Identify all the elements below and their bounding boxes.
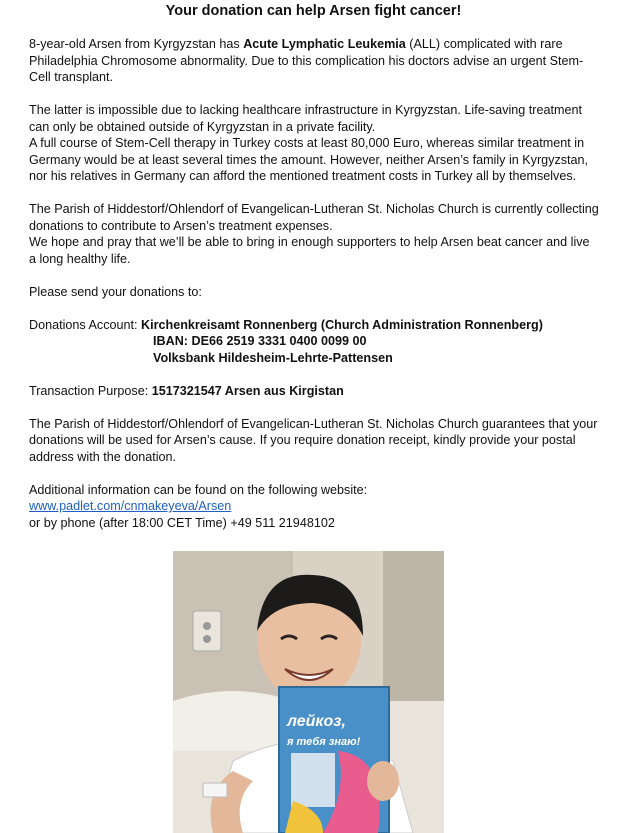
book-title-line2: я тебя знаю! bbox=[287, 736, 361, 748]
phone-text: or by phone (after 18:00 CET Time) +49 511 21948102 bbox=[29, 515, 335, 530]
diagnosis-name: Acute Lymphatic Leukemia bbox=[243, 37, 406, 51]
paragraph-diagnosis bbox=[29, 36, 599, 86]
send-donations-text: Please send your donations to: bbox=[29, 284, 202, 299]
paragraph-costs: A full course of Stem-Cell therapy in Turkey costs at least 80,000 Euro, whereas similar treatment in Germany would be at least several times the amount. However, neither Arsen’s family in Kyrgyzstan, nor his relatives in Germany can afford the mentioned treatment costs in Turkey all by themselves. bbox=[29, 136, 589, 183]
info-text: Additional information can be found on the following website: bbox=[29, 482, 368, 497]
account-iban: IBAN: DE66 2519 3331 0400 0099 00 bbox=[153, 334, 367, 348]
paragraph-infrastructure: The latter is impossible due to lacking healthcare infrastructure in Kyrgyzstan. Life-saving treatment can only be obtained outside of Kyrgyzstan in a private facility. bbox=[29, 103, 582, 134]
diagnosis-text-c: (ALL) complicated with rare Philadelphia Chromosome abnormality. Due to this complication his doctors advise an urgent Stem-Cell transplant. bbox=[29, 37, 584, 84]
account-bank: Volksbank Hildesheim-Lehrte-Pattensen bbox=[153, 350, 393, 365]
additional-info bbox=[29, 482, 599, 532]
website-link[interactable]: www.padlet.com/cnmakeyeva/Arsen bbox=[29, 499, 232, 513]
account-label: Donations Account: bbox=[29, 317, 142, 332]
donations-account bbox=[29, 317, 599, 367]
purpose-value: 1517321547 Arsen aus Kirgistan bbox=[151, 383, 344, 398]
paragraph-hope: We hope and pray that we’ll be able to bring in enough supporters to help Arsen beat cancer and live a long healthy life. bbox=[29, 235, 590, 266]
book-title-line1: лейкоз, bbox=[287, 713, 346, 730]
page-title: Your donation can help Arsen fight cancer! bbox=[165, 3, 462, 19]
paragraph-parish: The Parish of Hiddestorf/Ohlendorf of Evangelican-Lutheran St. Nicholas Church is currently collecting donations to contribute to Arsen’s treatment expenses. bbox=[29, 202, 599, 233]
photo-boy-with-book bbox=[173, 551, 444, 833]
account-name: Kirchenkreisamt Ronnenberg (Church Administration Ronnenberg) bbox=[141, 317, 543, 332]
paragraph-guarantee: The Parish of Hiddestorf/Ohlendorf of Evangelican-Lutheran St. Nicholas Church guarantees that your donations will be used for Arsen’s cause. If you require donation receipt, kindly provide your postal address with the donation. bbox=[29, 416, 598, 464]
transaction-purpose bbox=[29, 383, 599, 400]
diagnosis-text-a: 8-year-old Arsen from Kyrgyzstan has bbox=[29, 37, 244, 51]
document-body bbox=[29, 36, 599, 531]
purpose-label: Transaction Purpose: bbox=[29, 383, 152, 398]
